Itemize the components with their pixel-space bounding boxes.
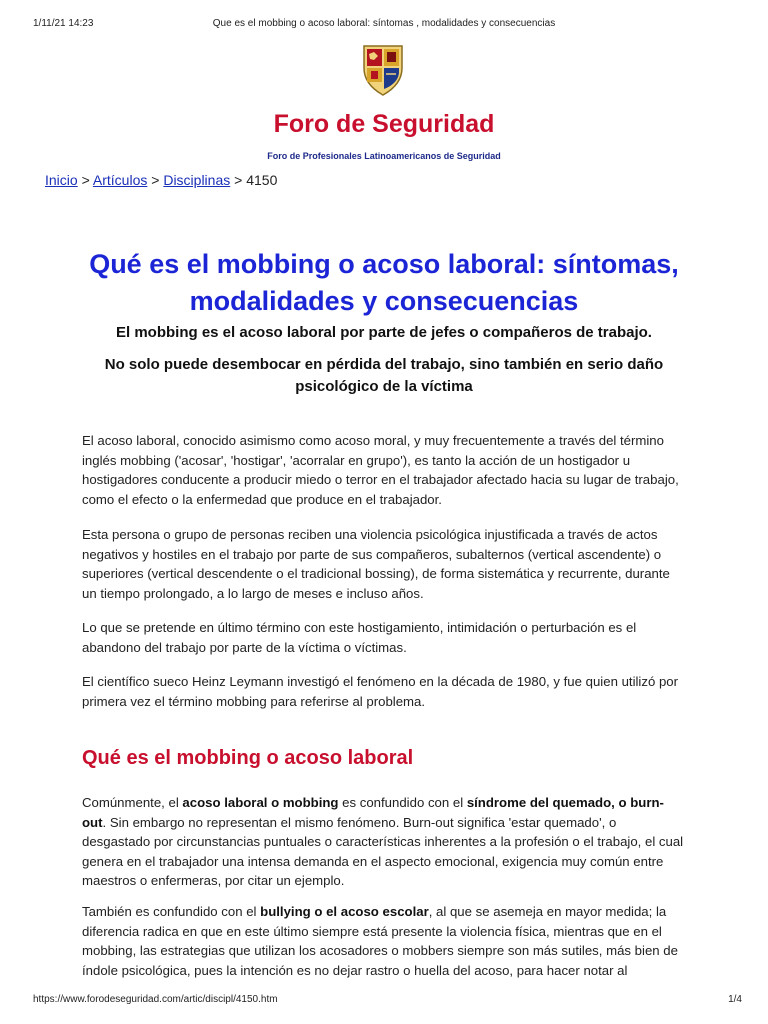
p5-text-a: Comúnmente, el [82, 795, 183, 810]
breadcrumb-link-disciplinas[interactable]: Disciplinas [163, 172, 231, 188]
print-page-number: 1/4 [728, 994, 742, 1005]
breadcrumb [45, 172, 277, 188]
site-subtitle: Foro de Profesionales Latinoamericanos de Seguridad [267, 151, 501, 161]
site-title[interactable]: Foro de Seguridad [273, 110, 495, 138]
article-lede-1: El mobbing es el acoso laboral por parte de jefes o compañeros de trabajo. [116, 324, 652, 341]
paragraph-2: Esta persona o grupo de personas reciben una violencia psicológica injustificada a través de actos negativos y hostiles en el trabajo por parte de sus compañeros, subalternos (vertical ascendente) o superiores (vertical descendente o el tradicional bossing), de forma sistemática y recurrente, durante un tiempo prolongado, a lo largo de meses e incluso años. [82, 527, 670, 601]
article-headline [60, 246, 708, 320]
paragraph-1: El acoso laboral, conocido asimismo como acoso moral, y muy frecuentemente a través del término inglés mobbing ('acosar', 'hostigar', 'acorralar en grupo'), es tanto la acción de un hostigador u hostigadores conducente a producir miedo o terror en el trabajador afectado hacia su lugar de trabajo, como el efecto o la enfermedad que produce en el trabajador. [82, 433, 679, 507]
article-lede-2: No solo puede desembocar en pérdida del trabajo, sino también en serio daño psicológico de la víctima [104, 356, 664, 395]
headline-line-1: Qué es el mobbing o acoso laboral: síntomas, [89, 249, 679, 279]
p6-text-a: También es confundido con el [82, 904, 261, 919]
p6-bold: bullying o el acoso escolar [260, 904, 429, 919]
p5-bold-1: acoso laboral o mobbing [182, 795, 339, 810]
section-title: Qué es el mobbing o acoso laboral [82, 747, 414, 769]
p5-text-d: . Sin embargo no representan el mismo fenómeno. Burn-out significa 'estar quemado', o desgastado por circunstancias puntuales o características inherentes a la profesión o el trabajo, el cual genera en el trabajador una intensa demanda en el aspecto emocional, exigencia muy común entre maestros o enfermeras, por citar un ejemplo. [82, 814, 684, 889]
print-url: https://www.forodeseguridad.com/artic/discipl/4150.htm [33, 994, 278, 1005]
print-datetime: 1/11/21 14:23 [33, 18, 94, 29]
print-page-title: Que es el mobbing o acoso laboral: síntomas , modalidades y consecuencias [212, 18, 556, 29]
paragraph-4: El científico sueco Heinz Leymann investigó el fenómeno en la década de 1980, y fue quien utilizó por primera vez el término mobbing para referirse al problema. [82, 674, 679, 709]
paragraph-3: Lo que se pretende en último término con este hostigamiento, intimidación o perturbación es el abandono del trabajo por parte de la víctima o víctimas. [82, 620, 637, 655]
breadcrumb-separator: > [81, 172, 90, 188]
breadcrumb-separator: > [234, 172, 243, 188]
breadcrumb-link-inicio[interactable]: Inicio [45, 172, 78, 188]
crest-shield-icon[interactable] [360, 42, 406, 98]
breadcrumb-link-articulos[interactable]: Artículos [92, 172, 148, 188]
breadcrumb-current: 4150 [246, 172, 278, 188]
headline-line-2: modalidades y consecuencias [189, 286, 579, 316]
p5-bold-2: síndrome del quemado, o burn-out [82, 795, 664, 830]
breadcrumb-separator: > [151, 172, 160, 188]
p5-text-c: es confundido con el [338, 795, 467, 810]
paragraph-6 [82, 902, 688, 980]
paragraph-5 [82, 793, 688, 891]
p6-text-c: , al que se asemeja en mayor medida; la diferencia radica en que en este último siempre está presente la violencia física, mientras que en el mobbing, las estrategias que utilizan los acosadores o mobbers siempre son más sutiles, más bien de índole psicológica, pues la intención es no dejar rastro o huella del acoso, para hacer notar al [82, 904, 678, 978]
